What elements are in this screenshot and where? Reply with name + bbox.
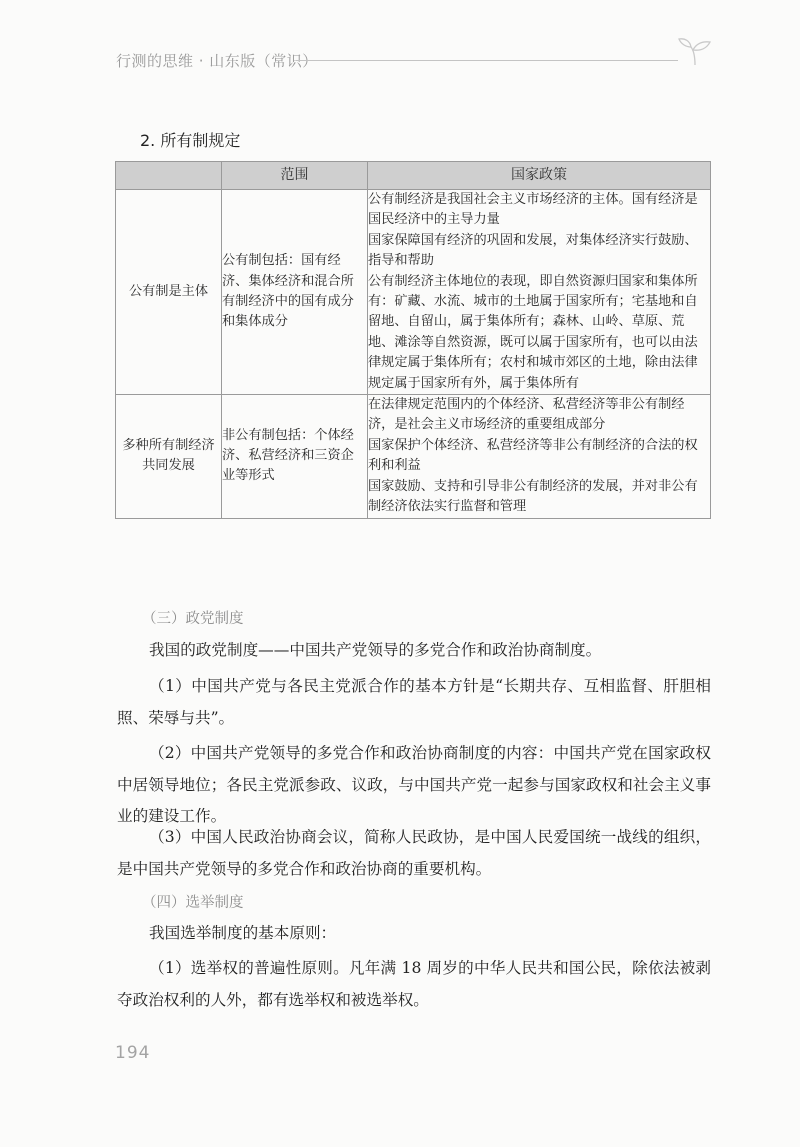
policy-item: 公有制经济是我国社会主义市场经济的主体。国有经济是国民经济中的主导力量 (368, 192, 698, 228)
body-paragraph: 我国的政党制度——中国共产党领导的多党合作和政治协商制度。 (149, 641, 602, 659)
policy-item: 国家鼓励、支持和引导非公有制经济的发展，并对非公有制经济依法实行监督和管理 (368, 478, 698, 515)
body-paragraph: （1）中国共产党与各民主党派合作的基本方针是“长期共存、互相监督、肝胆相照、荣辱与共”。 (117, 677, 711, 727)
table-row (116, 190, 711, 395)
row-policies (368, 395, 711, 518)
party-system-heading: （三）政党制度 (142, 611, 244, 627)
policy-item: 在法律规定范围内的个体经济、私营经济等非公有制经济，是社会主义市场经济的重要组成部分 (368, 397, 685, 433)
section-title: 2. 所有制规定 (140, 131, 241, 150)
table-header-scope: 范围 (222, 162, 368, 190)
body-paragraph: （2）中国共产党领导的多党合作和政治协商制度的内容：中国共产党在国家政权中居领导地位；各民主党派参政、议政，与中国共产党一起参与国家政权和社会主义事业的建设工作。 (117, 744, 711, 825)
body-paragraph: 我国选举制度的基本原则： (149, 924, 337, 942)
page-number: 194 (115, 1043, 151, 1063)
policy-item: 公有制经济主体地位的表现，即自然资源归国家和集体所有：矿藏、水流、城市的土地属于国家所有；宅基地和自留地、自留山，属于集体所有；森林、山岭、草原、荒地、滩涂等自然资源，既可以属于国家所有，也可以由法律规定属于集体所有；农村和城市郊区的土地，除由法律规定属于国家所有外，属于集体所有 (368, 273, 698, 391)
header-rule (296, 60, 678, 61)
ownership-table (115, 161, 711, 519)
row-category: 公有制是主体 (116, 190, 222, 395)
policy-item: 国家保护个体经济、私营经济等非公有制经济的合法的权利和利益 (368, 437, 698, 474)
election-system-heading: （四）选举制度 (142, 895, 244, 911)
table-header-empty (116, 162, 222, 190)
row-scope: 公有制包括：国有经济、集体经济和混合所有制经济中的国有成分和集体成分 (222, 190, 368, 395)
body-paragraph: （1）选举权的普遍性原则。凡年满 18 周岁的中华人民共和国公民，除依法被剥夺政治权利的人外，都有选举权和被选举权。 (117, 959, 711, 1009)
table-row (116, 395, 711, 518)
policy-item: 国家保障国有经济的巩固和发展，对集体经济实行鼓励、指导和帮助 (368, 232, 698, 269)
table-header-row (116, 162, 711, 190)
row-scope: 非公有制包括：个体经济、私营经济和三资企业等形式 (222, 395, 368, 518)
leaf-sprout-icon (678, 36, 712, 66)
row-category: 多种所有制经济共同发展 (116, 395, 222, 518)
body-paragraph: （3）中国人民政治协商会议，简称人民政协，是中国人民爱国统一战线的组织，是中国共产党领导的多党合作和政治协商的重要机构。 (117, 828, 711, 878)
table-header-policy: 国家政策 (368, 162, 711, 190)
running-header-title: 行测的思维 · 山东版（常识） (116, 52, 318, 70)
row-policies (368, 190, 711, 395)
